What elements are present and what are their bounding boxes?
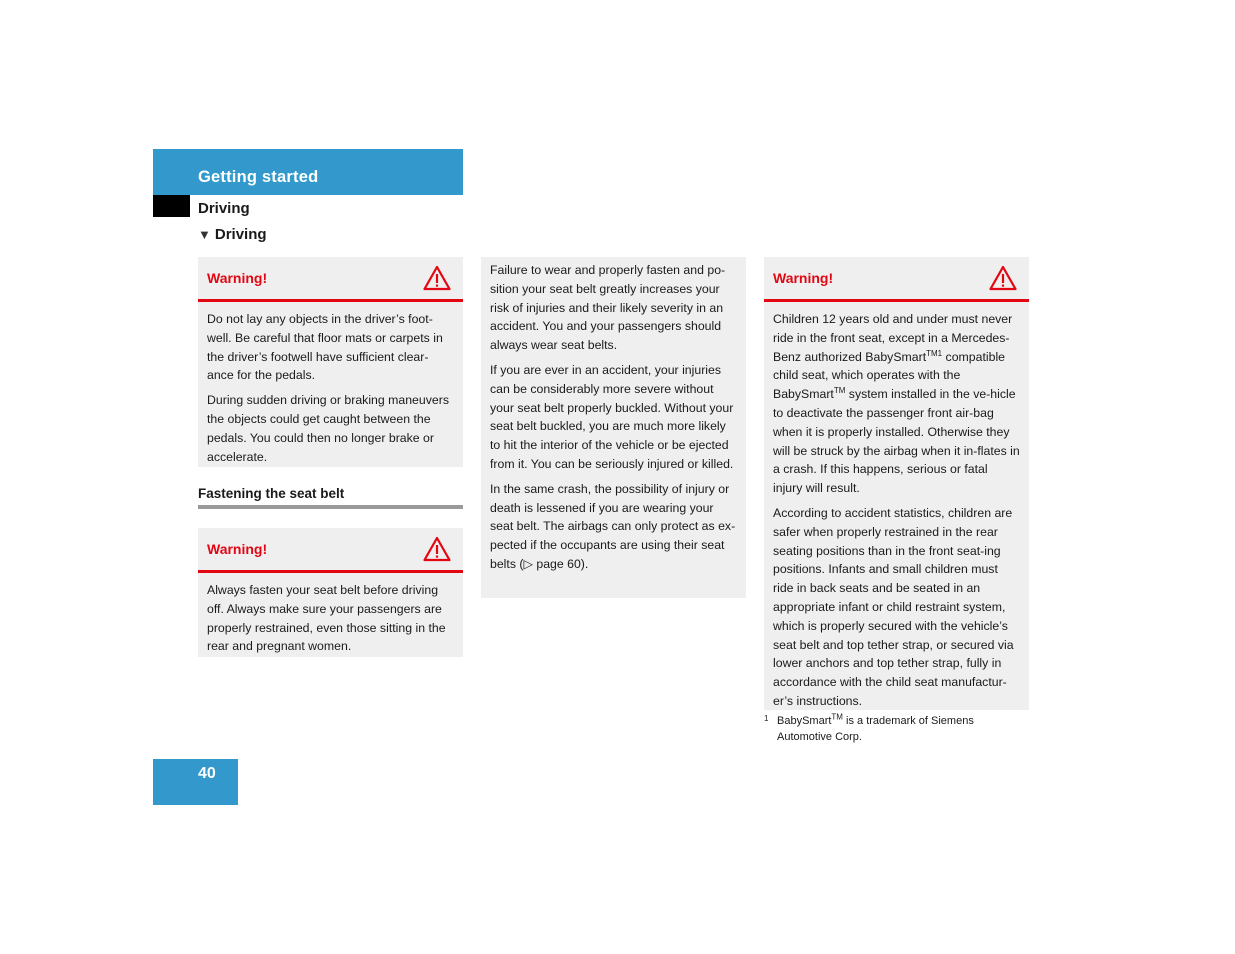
warning-header xyxy=(764,257,1029,302)
section-marker-tab xyxy=(153,195,190,217)
info-paragraph: If you are ever in an accident, your injuries can be considerably more severe without your seat belt properly buckled. Without your seat belt buckled, you are much more likely to hit the interior of the vehicle or be ejected from it. You can be seriously injured or killed. xyxy=(490,362,734,471)
subheading-fastening-seat-belt: Fastening the seat belt xyxy=(198,486,345,501)
text-run: Children 12 years old and under must never ride in the front seat, except in a Mercedes-Benz authorized BabySmart xyxy=(773,312,1013,364)
warning-box-fasten xyxy=(198,528,463,657)
warning-paragraph xyxy=(773,302,1020,498)
warning-title: Warning! xyxy=(773,270,834,286)
chapter-title: Getting started xyxy=(198,168,319,186)
text-run: BabySmart xyxy=(777,715,832,727)
warning-body xyxy=(198,573,463,656)
footnote xyxy=(764,713,1029,745)
warning-paragraph: According to accident statistics, children are safer when properly restrained in the rear seating positions than in the front seat-ing positions. Infants and small children must ride in back seats and be seated in an appropriate infant or child restraint system, which is properly secured with the vehicle’s seat belt and top tether strap, or secured via lower anchors and top tether strap, fully in accordance with the child seat manufactur-er’s instructions. xyxy=(773,505,1014,708)
footnote-text xyxy=(764,713,1029,745)
footnote-number: 1 xyxy=(764,714,769,723)
warning-paragraph: Do not lay any objects in the driver’s foot-well. Be careful that floor mats or carpets in the driver’s footwell have sufficient clear-ance for the pedals. xyxy=(207,312,443,383)
warning-body xyxy=(764,302,1029,711)
warning-triangle-icon xyxy=(423,536,451,562)
subsection-label: Driving xyxy=(214,226,267,243)
info-paragraph: In the same crash, the possibility of injury or death is lessened if you are wearing your seat belt. The airbags can only protect as ex-pected if the occupants are using their seat belts (▷ page 60). xyxy=(490,481,736,571)
subsection-title xyxy=(198,226,267,243)
warning-header xyxy=(198,528,463,573)
warning-header xyxy=(198,257,463,302)
warning-box-children xyxy=(764,257,1029,710)
warning-paragraph: Always fasten your seat belt before driving off. Always make sure your passengers are properly restrained, even those sitting in the rear and pregnant women. xyxy=(207,583,446,654)
trademark-sup: TM xyxy=(831,712,843,722)
warning-paragraph: During sudden driving or braking maneuvers the objects could get caught between the pedals. You could then no longer brake or accelerate. xyxy=(207,393,449,464)
heading-divider xyxy=(198,505,463,509)
warning-title: Warning! xyxy=(207,541,268,557)
seat-belt-info-box xyxy=(481,257,746,598)
info-body xyxy=(481,257,746,574)
page-number-box xyxy=(153,759,238,805)
section-title: Driving xyxy=(198,200,250,217)
warning-triangle-icon xyxy=(423,265,451,291)
text-run: compatible child seat, which operates with the BabySmart xyxy=(773,349,1006,402)
warning-box-footwell xyxy=(198,257,463,467)
triangle-down-icon: ▼ xyxy=(198,227,211,242)
footnote-reference: TM1 xyxy=(926,348,943,358)
warning-triangle-icon xyxy=(989,265,1017,291)
warning-body xyxy=(198,302,463,466)
info-paragraph: Failure to wear and properly fasten and po-sition your seat belt greatly increases your risk of injuries and their likely severity in an accident. You and your passengers should always wear seat belts. xyxy=(490,263,726,353)
trademark-sup: TM xyxy=(833,386,846,396)
page-number: 40 xyxy=(198,765,216,782)
text-run: system installed in the ve-hicle to deactivate the passenger front air-bag when it is properly installed. Otherwise they will be struck by the airbag when it in-flates in a crash. If this happens, serious or fatal injury will result. xyxy=(773,387,1020,496)
warning-title: Warning! xyxy=(207,270,268,286)
text-run: is a trademark of Siemens Automotive Corp. xyxy=(777,715,974,743)
